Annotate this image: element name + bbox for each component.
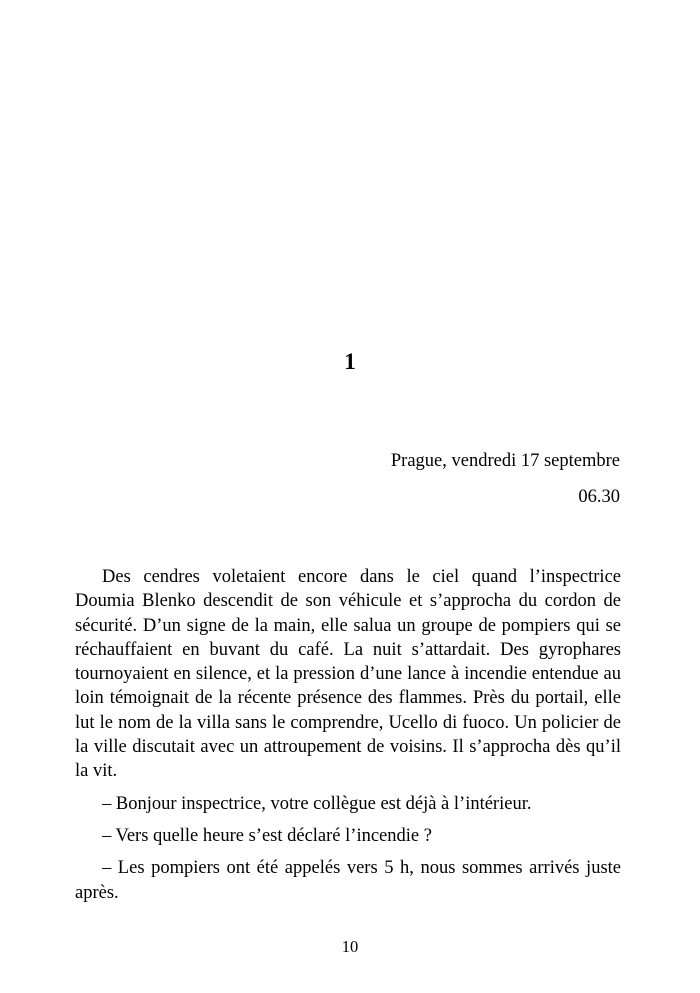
chapter-number: 1: [344, 349, 356, 374]
paragraph-dialogue: – Les pompiers ont été appelés vers 5 h, nous sommes arrivés juste après.: [75, 858, 621, 903]
paragraph-dialogue: – Bonjour inspectrice, votre collègue est déjà à l’intérieur.: [102, 793, 532, 814]
body-text: [75, 565, 621, 913]
page-number: 10: [341, 937, 359, 956]
paragraph-dialogue: – Vers quelle heure s’est déclaré l’incendie ?: [102, 825, 432, 846]
chapter-dateline: Prague, vendredi 17 septembre: [390, 451, 620, 471]
paragraph-narration: Des cendres voletaient encore dans le ciel quand l’inspectrice Doumia Blenko descendit de son véhicule et s’approcha du cordon de sécurité. D’un signe de la main, elle salua un groupe de pompiers qui se réchauffaient en buvant du café. La nuit s’attardait. Des gyrophares tournoyaient en silence, et la pression d’une lance à incendie entendue au loin témoignait de la récente présence des flammes. Près du portail, elle lut le nom de la villa sans le comprendre, Ucello di fuoco. Un policier de la ville discutait avec un attroupement de voisins. Il s’approcha dès qu’il la vit.: [75, 567, 621, 782]
chapter-time: 06.30: [578, 487, 620, 507]
